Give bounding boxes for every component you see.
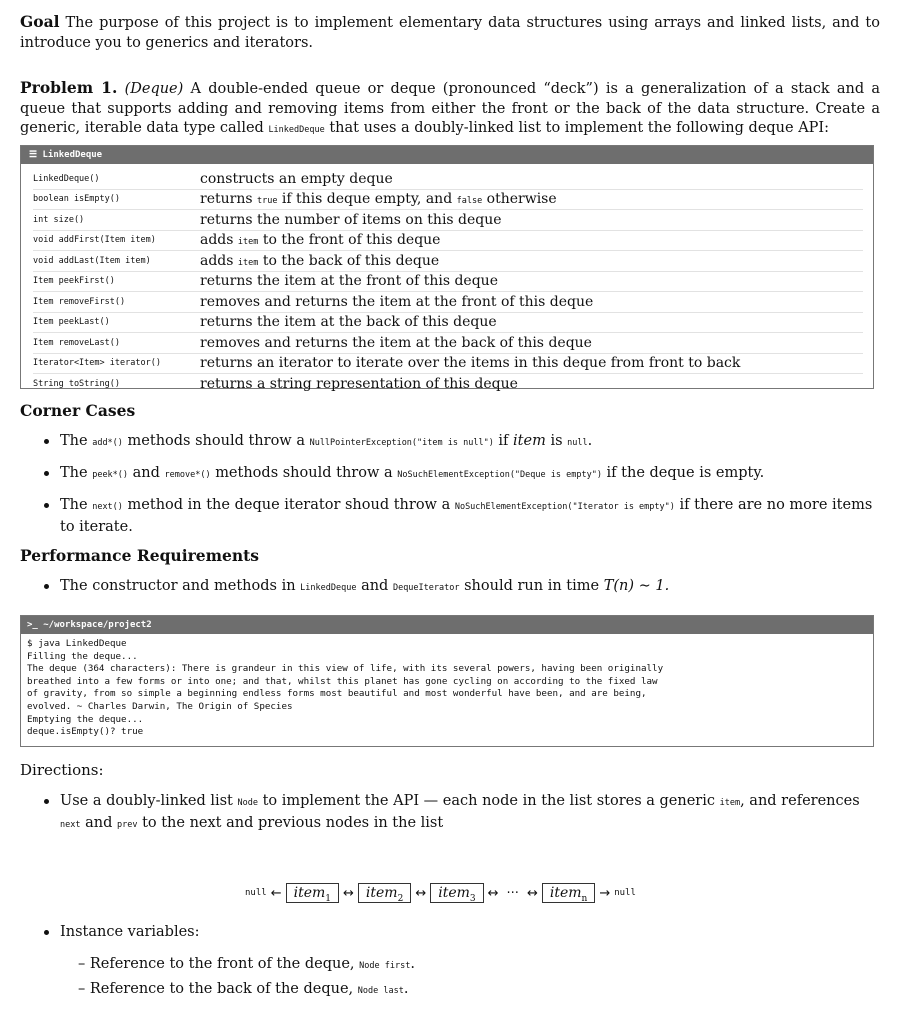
api-signature: int size(): [33, 214, 85, 225]
problem1-title: (Deque): [124, 81, 184, 97]
problem1-label: Problem 1.: [20, 78, 118, 97]
api-table-header: [21, 146, 873, 164]
left-arrow: ←: [270, 885, 282, 901]
goal-paragraph: [20, 12, 880, 53]
api-description: returns the item at the back of this deque: [200, 314, 497, 331]
performance-bullet: The constructor and methods in LinkedDeque and DequeIterator should run in time T(n) ∼ 1.: [44, 577, 874, 599]
directions-bullet-2: Instance variables:: [44, 923, 874, 943]
api-row: [33, 272, 863, 293]
double-arrow: ↔: [487, 885, 499, 901]
api-description: returns true if this deque empty, and false otherwise: [200, 191, 557, 208]
list-node: item$_1$: [286, 883, 339, 903]
api-description: returns the item at the front of this deque: [200, 273, 498, 290]
api-row: [33, 292, 863, 313]
performance-heading: Performance Requirements: [20, 546, 260, 565]
problem1-text-b: that uses a doubly-linked list to implement the following deque API:: [329, 120, 830, 136]
api-signature: Item removeFirst(): [33, 296, 126, 307]
api-signature: String toString(): [33, 378, 120, 389]
problem1-paragraph: [20, 78, 880, 141]
api-row: [33, 231, 863, 252]
right-arrow: →: [599, 885, 611, 901]
api-row: [33, 210, 863, 231]
api-signature: Item peekLast(): [33, 317, 110, 328]
api-signature: void addLast(Item item): [33, 255, 151, 266]
api-row: [33, 190, 863, 211]
corner-bullet-1: The add*() methods should throw a NullPointerException("item is null") if item is null.: [44, 432, 874, 454]
api-description: removes and returns the item at the front of this deque: [200, 293, 594, 310]
goal-text: The purpose of this project is to implement elementary data structures using arrays and linked lists, and to introduce you to generics and iterators.: [20, 15, 880, 51]
terminal-output: $ java LinkedDeque Filling the deque... The deque (364 characters): There is grandeur in this view of life, with its several powers, having been originally breathed into a few forms or into one; and that, whilst this planet has gone cycling on according to the fixed law of gravity, from so simple a beginning endless forms most beautiful and most wonderful have been, and are being, evolved. ~ Charles Darwin, The Origin of Species Emptying the deque... deque.isEmpty()? true: [27, 638, 664, 738]
api-row: [33, 333, 863, 354]
api-description: returns the number of items on this deque: [200, 211, 502, 228]
list-icon: ☰: [29, 150, 38, 160]
api-description: returns a string representation of this deque: [200, 375, 518, 392]
api-row: [33, 374, 863, 394]
list-node: item$_2$: [358, 883, 411, 903]
directions-heading: Directions:: [20, 761, 104, 779]
terminal-title: >_ ~/workspace/project2: [21, 616, 873, 634]
api-signature: Iterator<Item> iterator(): [33, 358, 161, 369]
terminal-window: [20, 615, 874, 747]
api-signature: Item removeLast(): [33, 337, 120, 348]
api-signature: boolean isEmpty(): [33, 194, 120, 205]
corner-bullet-3: The next() method in the deque iterator shoud throw a NoSuchElementException("Iterator is empty") if there are no more items to iterate.: [44, 496, 874, 537]
api-row: [33, 354, 863, 375]
corner-bullet-2: The peek*() and remove*() methods should throw a NoSuchElementException("Deque is empty") if the deque is empty.: [44, 464, 874, 486]
api-row: [33, 169, 863, 190]
api-description: adds item to the back of this deque: [200, 252, 440, 269]
api-table: [20, 145, 874, 392]
double-arrow: ↔: [415, 885, 427, 901]
null-left: null: [245, 888, 267, 898]
api-table-title: LinkedDeque: [42, 150, 103, 160]
instance-var-last: – Reference to the back of the deque, Node last.: [78, 981, 409, 997]
instance-var-first: – Reference to the front of the deque, Node first.: [78, 956, 415, 972]
double-arrow: ↔: [343, 885, 354, 901]
corner-cases-heading: Corner Cases: [20, 401, 136, 420]
goal-label: Goal: [20, 12, 60, 31]
api-row: [33, 313, 863, 334]
api-signature: void addFirst(Item item): [33, 235, 156, 246]
problem1-text-a: A double-ended queue or deque (pronounced “deck”) is a generalization of a stack and a queue that supports adding and removing items from either the front or the back of the data structure. Create a generic, iterable data type called: [20, 81, 881, 136]
api-signature: LinkedDeque(): [33, 173, 100, 184]
linked-list-diagram: [245, 881, 636, 905]
list-node: item$_n$: [542, 883, 595, 903]
class-name-code: LinkedDeque: [268, 125, 325, 135]
api-row: [33, 251, 863, 272]
list-node: item$_3$: [430, 883, 483, 903]
api-description: returns an iterator to iterate over the items in this deque from front to back: [200, 355, 741, 372]
api-description: constructs an empty deque: [200, 170, 393, 187]
ellipsis: ···: [506, 885, 519, 901]
double-arrow: ↔: [526, 885, 538, 901]
directions-bullet-1: Use a doubly-linked list Node to implement the API — each node in the list stores a generic item, and references next and prev to the next and previous nodes in the list: [44, 792, 874, 835]
api-description: removes and returns the item at the back of this deque: [200, 334, 592, 351]
api-description: adds item to the front of this deque: [200, 232, 441, 249]
null-right: null: [614, 888, 636, 898]
api-signature: Item peekFirst(): [33, 276, 115, 287]
